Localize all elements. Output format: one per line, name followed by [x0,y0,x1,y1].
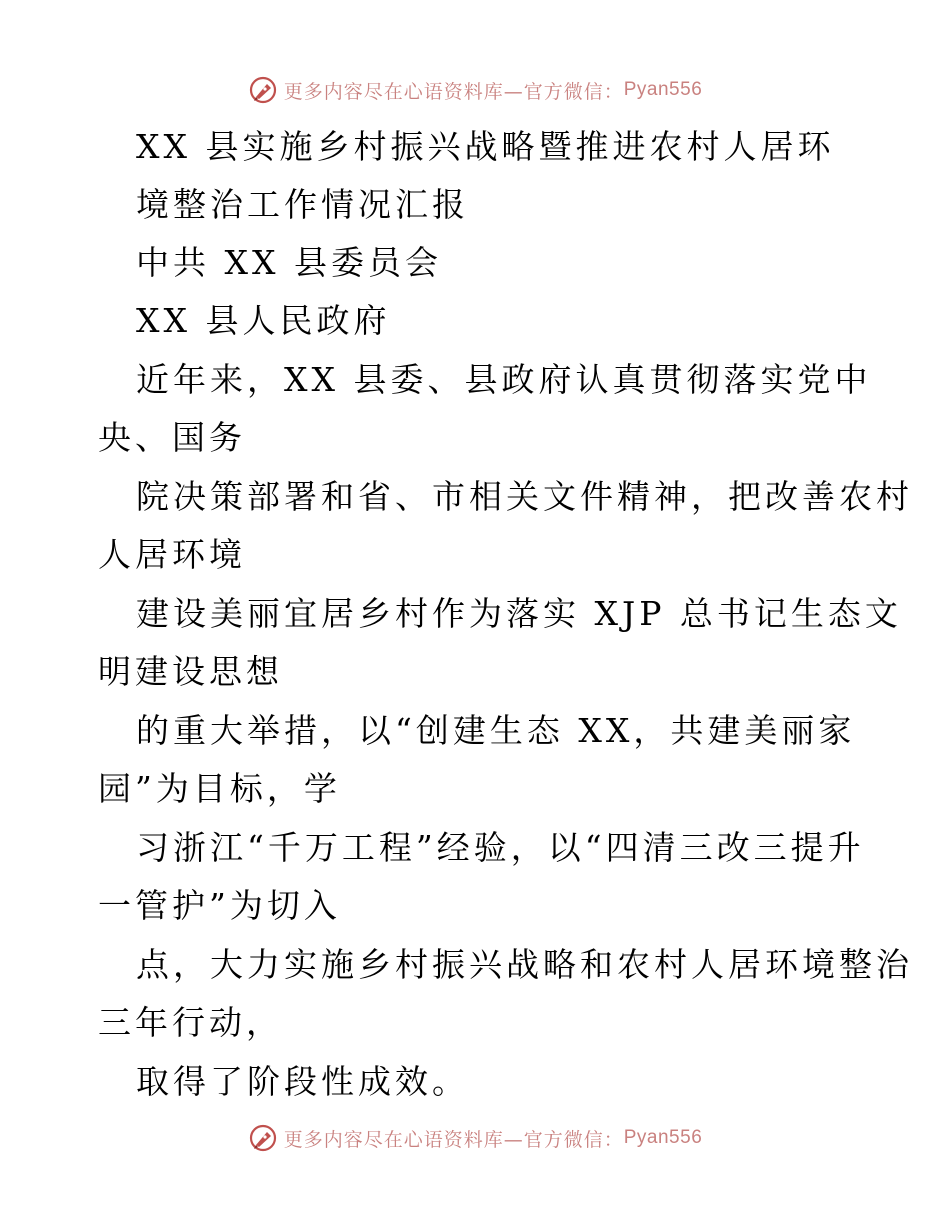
paragraph-line: 明建设思想 [98,652,283,691]
paragraph-line: 央、国务 [98,418,246,457]
watermark-handle: Pyan556 [623,79,703,100]
paragraph-line: 一管护”为切入 [98,886,341,925]
paragraph-line: 取得了阶段性成效。 [136,1062,469,1101]
watermark-handle: Pyan556 [623,1127,703,1148]
paragraph-line: 园”为目标，学 [98,769,341,808]
paragraph-line: 习浙江“千万工程”经验，以“四清三改三提升 [136,828,865,867]
document-title-line: 境整治工作情况汇报 [136,185,469,224]
paragraph-line: 近年来，XX 县委、县政府认真贯彻落实党中 [136,360,872,399]
issuer-party-committee: 中共 XX 县委员会 [136,243,442,282]
footer-watermark [0,1118,950,1158]
paragraph-line: 建设美丽宜居乡村作为落实 XJP 总书记生态文 [136,594,902,633]
paragraph-line: 人居环境 [98,535,246,574]
pen-nib-logo-icon [248,1123,278,1153]
issuer-county-government: XX 县人民政府 [136,301,391,340]
paragraph-line: 院决策部署和省、市相关文件精神，把改善农村 [136,477,913,516]
watermark-text: 更多内容尽在心语资料库—官方微信： [283,1128,624,1151]
paragraph-line: 三年行动， [98,1003,283,1042]
document-title-line: XX 县实施乡村振兴战略暨推进农村人居环 [136,127,835,166]
watermark-text: 更多内容尽在心语资料库—官方微信： [283,80,624,103]
paragraph-line: 的重大举措，以“创建生态 XX，共建美丽家 [136,711,856,750]
paragraph-line: 点，大力实施乡村振兴战略和农村人居环境整治 [136,945,913,984]
